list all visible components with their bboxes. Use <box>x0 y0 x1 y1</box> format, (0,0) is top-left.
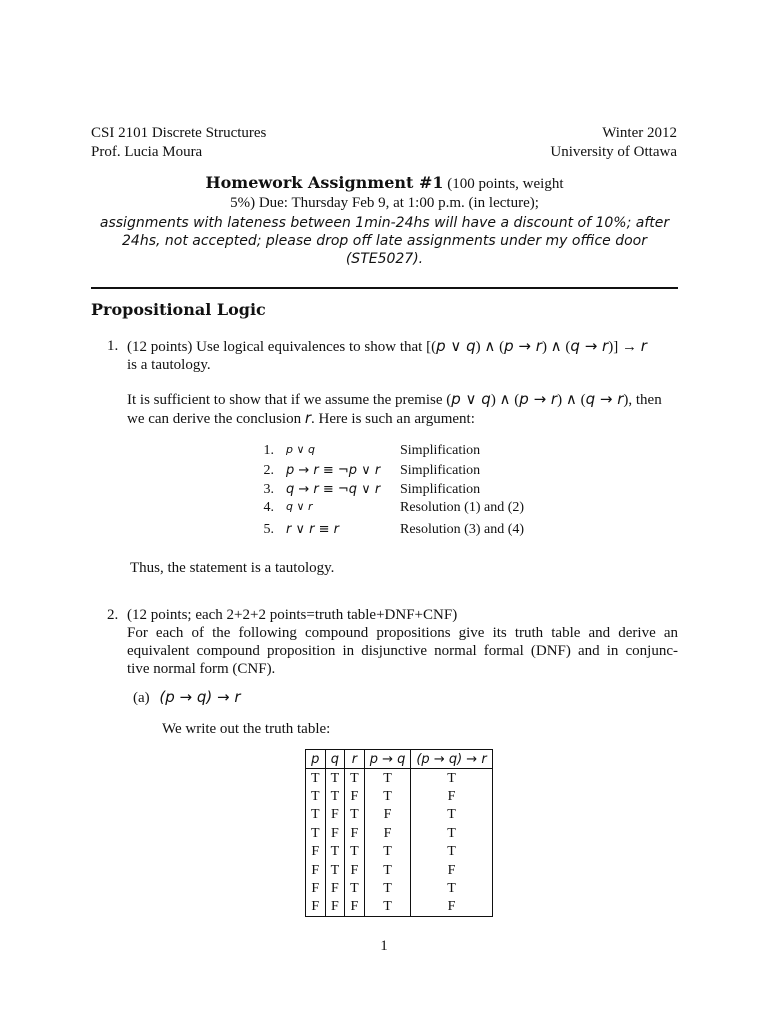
cell: T <box>311 825 320 841</box>
page-number: 1 <box>380 938 388 954</box>
table-row <box>306 879 493 897</box>
cell: F <box>311 899 320 915</box>
q2-part-a <box>133 688 241 707</box>
university: University of Ottawa <box>550 144 677 160</box>
q2-line: tive normal form (CNF). <box>127 661 276 677</box>
header-p-implies-q: p → q <box>364 750 411 769</box>
step-number: 3. <box>263 482 274 497</box>
cell: F <box>325 879 345 897</box>
header-result: (p → q) → r <box>411 750 492 769</box>
late-policy-note: assignments with lateness between 1min-24hs will have a discount of 10%; after 24hs, not accepted; please drop off late assignments under my office door (STE5027). <box>99 215 670 267</box>
cell: T <box>411 824 492 842</box>
step-justification: Simplification <box>400 443 481 458</box>
title-block <box>91 173 678 268</box>
term-header <box>550 124 677 162</box>
cell: T <box>364 861 411 879</box>
step-justification: Simplification <box>400 482 481 497</box>
table-row <box>306 843 493 861</box>
cell: F <box>411 787 492 805</box>
q2-line: (12 points; each 2+2+2 points=truth table+DNF+CNF) <box>127 607 458 623</box>
course-name: CSI 2101 Discrete Structures <box>91 125 267 141</box>
cell: T <box>364 879 411 897</box>
cell: T <box>311 789 320 805</box>
cell: T <box>325 861 345 879</box>
term: Winter 2012 <box>602 125 677 141</box>
q2-statement <box>127 606 678 678</box>
q1-para-text: . Here is such an argument: <box>311 411 475 427</box>
table-row <box>306 787 493 805</box>
table-row <box>306 769 493 788</box>
cell: F <box>345 898 365 917</box>
q1-para-math: q → r <box>585 390 624 408</box>
q1-statement <box>127 337 678 374</box>
cell: F <box>364 806 411 824</box>
step-expression: p → r ≡ ¬p ∨ r <box>286 463 381 478</box>
step-expression: r ∨ r ≡ r <box>286 522 339 537</box>
cell: T <box>325 787 345 805</box>
step-justification: Resolution (1) and (2) <box>400 500 525 515</box>
cell: F <box>411 898 492 917</box>
cell: T <box>411 879 492 897</box>
truth-table <box>305 749 493 917</box>
cell: T <box>345 806 365 824</box>
q1-para-text: ) ∧ ( <box>490 392 520 408</box>
q1-text: )] → <box>608 339 641 355</box>
header-r: r <box>345 750 365 769</box>
due-date: 5%) Due: Thursday Feb 9, at 1:00 p.m. (in lecture); <box>230 195 539 211</box>
header-p: p <box>306 750 326 769</box>
table-row <box>306 806 493 824</box>
q1-explanation <box>127 390 678 428</box>
cell: T <box>364 769 411 788</box>
cell: F <box>345 861 365 879</box>
cell: T <box>364 843 411 861</box>
assignment-title: Homework Assignment #1 <box>205 173 444 192</box>
cell: T <box>311 807 320 823</box>
cell: F <box>411 861 492 879</box>
professor-name: Prof. Lucia Moura <box>91 144 203 160</box>
truth-table-intro: We write out the truth table: <box>162 721 331 737</box>
step-justification: Simplification <box>400 463 481 478</box>
q1-para-text: we can derive the conclusion <box>127 411 305 427</box>
q1-line2: is a tautology. <box>127 357 211 373</box>
step-number: 4. <box>263 500 274 515</box>
step-expression: p ∨ q <box>286 443 316 456</box>
q1-para-text: It is sufficient to show that if we assume the premise ( <box>127 392 452 408</box>
q1-math: r <box>640 337 647 355</box>
step-number: 2. <box>263 463 274 478</box>
cell: F <box>311 844 320 860</box>
q1-conclusion: Thus, the statement is a tautology. <box>130 560 335 576</box>
cell: T <box>411 769 492 788</box>
truth-table-header-row <box>306 750 493 769</box>
q1-text: ) ∧ ( <box>475 339 505 355</box>
title-line <box>91 173 678 194</box>
cell: T <box>345 843 365 861</box>
cell: F <box>325 806 345 824</box>
cell: T <box>311 770 320 786</box>
cell: F <box>325 898 345 917</box>
table-row <box>306 898 493 917</box>
cell: F <box>325 824 345 842</box>
part-a-expression: (p → q) → r <box>159 688 241 706</box>
course-header <box>91 124 266 162</box>
cell: F <box>345 787 365 805</box>
cell: T <box>364 787 411 805</box>
step-number: 1. <box>263 443 274 458</box>
cell: F <box>364 824 411 842</box>
part-label: (a) <box>133 690 150 706</box>
cell: F <box>345 824 365 842</box>
cell: T <box>411 843 492 861</box>
q1-para-text: ) ∧ ( <box>557 392 586 408</box>
step-number: 5. <box>263 522 274 537</box>
horizontal-rule <box>91 287 678 289</box>
cell: F <box>311 881 320 897</box>
q1-number: 1. <box>107 338 119 354</box>
cell: T <box>345 769 365 788</box>
cell: T <box>345 879 365 897</box>
assignment-points: (100 points, weight <box>447 176 564 192</box>
section-title: Propositional Logic <box>91 300 266 319</box>
step-expression: q → r ≡ ¬q ∨ r <box>286 482 381 497</box>
q1-para-math: p → r <box>519 390 558 408</box>
cell: T <box>325 843 345 861</box>
cell: F <box>311 862 320 878</box>
q1-text: (12 points) Use logical equivalences to show that [( <box>127 339 437 355</box>
q2-number: 2. <box>107 607 119 623</box>
q1-math: q → r <box>570 337 609 355</box>
cell: T <box>364 898 411 917</box>
table-row <box>306 824 493 842</box>
q1-text: ) ∧ ( <box>541 339 571 355</box>
q1-para-math: r <box>304 409 312 427</box>
q1-math: p ∨ q <box>436 337 476 355</box>
cell: T <box>325 769 345 788</box>
step-expression: q ∨ r <box>286 500 313 513</box>
table-row <box>306 861 493 879</box>
q1-math: p → r <box>504 337 542 355</box>
header-q: q <box>325 750 345 769</box>
q2-line: equivalent compound proposition in disjunctive normal formal (DNF) and in conjunc- <box>127 643 678 659</box>
q1-para-math: p ∨ q <box>451 390 491 408</box>
q1-para-text: ), then <box>623 392 662 408</box>
q2-line: For each of the following compound propositions give its truth table and derive an <box>127 625 678 641</box>
step-justification: Resolution (3) and (4) <box>400 522 525 537</box>
cell: T <box>411 806 492 824</box>
